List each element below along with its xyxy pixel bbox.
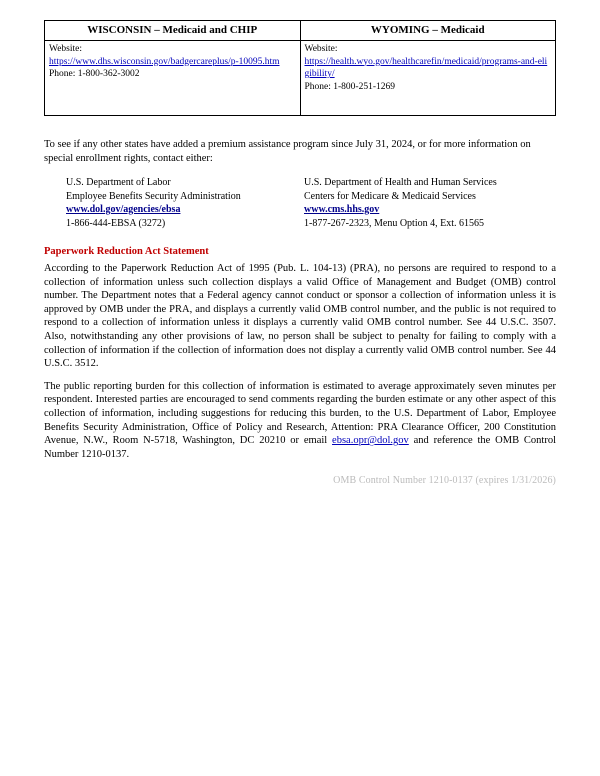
table-row <box>45 41 556 116</box>
cell-wyoming-contact <box>300 41 556 116</box>
dol-website-link[interactable]: www.dol.gov/agencies/ebsa <box>66 204 181 215</box>
cell-wisconsin-contact <box>45 41 301 116</box>
cms-website-link[interactable]: www.cms.hhs.gov <box>304 204 380 215</box>
state-programs-table <box>44 20 556 116</box>
dol-phone: 1-866-444-EBSA (3272) <box>66 217 166 229</box>
wyoming-website-label: Website: <box>304 44 338 54</box>
paperwork-paragraph-1: According to the Paperwork Reduction Act of 1995 (Pub. L. 104-13) (PRA), no persons are required to respond to a collection of information unless such collection displays a valid Office of Management and Budget (OMB) control number. The Department notes that a Federal agency cannot conduct or sponsor a collection of information unless it is approved by OMB under the PRA, and displays a currently valid OMB control number, and the public is not required to respond to a collection of information unless it displays a currently valid OMB control number. See 44 U.S.C. 3507. Also, notwithstanding any other provisions of law, no person shall be subject to penalty for failing to comply with a collection of information if the collection of information does not display a currently valid OMB control number. See 44 U.S.C. 3512. <box>44 263 556 370</box>
ebsa-email-link[interactable]: ebsa.opr@dol.gov <box>332 435 409 447</box>
paperwork-paragraph-2-text-before: The public reporting burden for this collection of information is estimated to average approximately seven minutes per respondent. Interested parties are encouraged to send comments regarding the burden estimate or any other aspect of this collection of information, including suggestions for reducing this burden, to the U.S. Department of Labor, Employee Benefits Security Administration, Office of Policy and Research, Attention: PRA Clearance Officer, 200 Constitution Avenue, N.W., Room N-5718, Washington, DC 20210 or email <box>44 380 556 447</box>
paperwork-reduction-heading: Paperwork Reduction Act Statement <box>44 246 209 257</box>
hhs-division-name: Centers for Medicare & Medicaid Services <box>304 190 476 202</box>
column-header-wisconsin: WISCONSIN – Medicaid and CHIP <box>45 21 301 41</box>
page-content <box>44 20 556 486</box>
wisconsin-website-label: Website: <box>49 44 83 54</box>
wyoming-website-link[interactable]: https://health.wyo.gov/healthcarefin/medicaid/programs-and-eligibility/ <box>304 56 548 79</box>
paperwork-paragraph-2 <box>44 380 556 462</box>
cms-phone: 1-877-267-2323, Menu Option 4, Ext. 61565 <box>304 217 484 229</box>
wisconsin-website-link[interactable]: https://www.dhs.wisconsin.gov/badgercareplus/p-10095.htm <box>49 56 280 67</box>
dol-division-name: Employee Benefits Security Administration <box>66 190 241 202</box>
column-header-wyoming: WYOMING – Medicaid <box>300 21 556 41</box>
paperwork-paragraph-2-text-after: and reference the OMB Control Number 1210-0137. <box>44 435 556 460</box>
contact-dol <box>44 176 300 230</box>
dol-agency-name: U.S. Department of Labor <box>66 177 171 188</box>
table-header-row <box>45 21 556 41</box>
intro-paragraph: To see if any other states have added a premium assistance program since July 31, 2024, or for more information on special enrollment rights, contact either: <box>44 139 531 164</box>
omb-control-number: OMB Control Number 1210-0137 (expires 1/31/2026) <box>333 475 556 487</box>
contacts-block <box>44 176 556 230</box>
wisconsin-phone: Phone: 1-800-362-3002 <box>49 69 140 79</box>
wyoming-phone: Phone: 1-800-251-1269 <box>304 81 396 92</box>
hhs-agency-name: U.S. Department of Health and Human Services <box>304 177 497 188</box>
contact-hhs <box>300 176 556 230</box>
